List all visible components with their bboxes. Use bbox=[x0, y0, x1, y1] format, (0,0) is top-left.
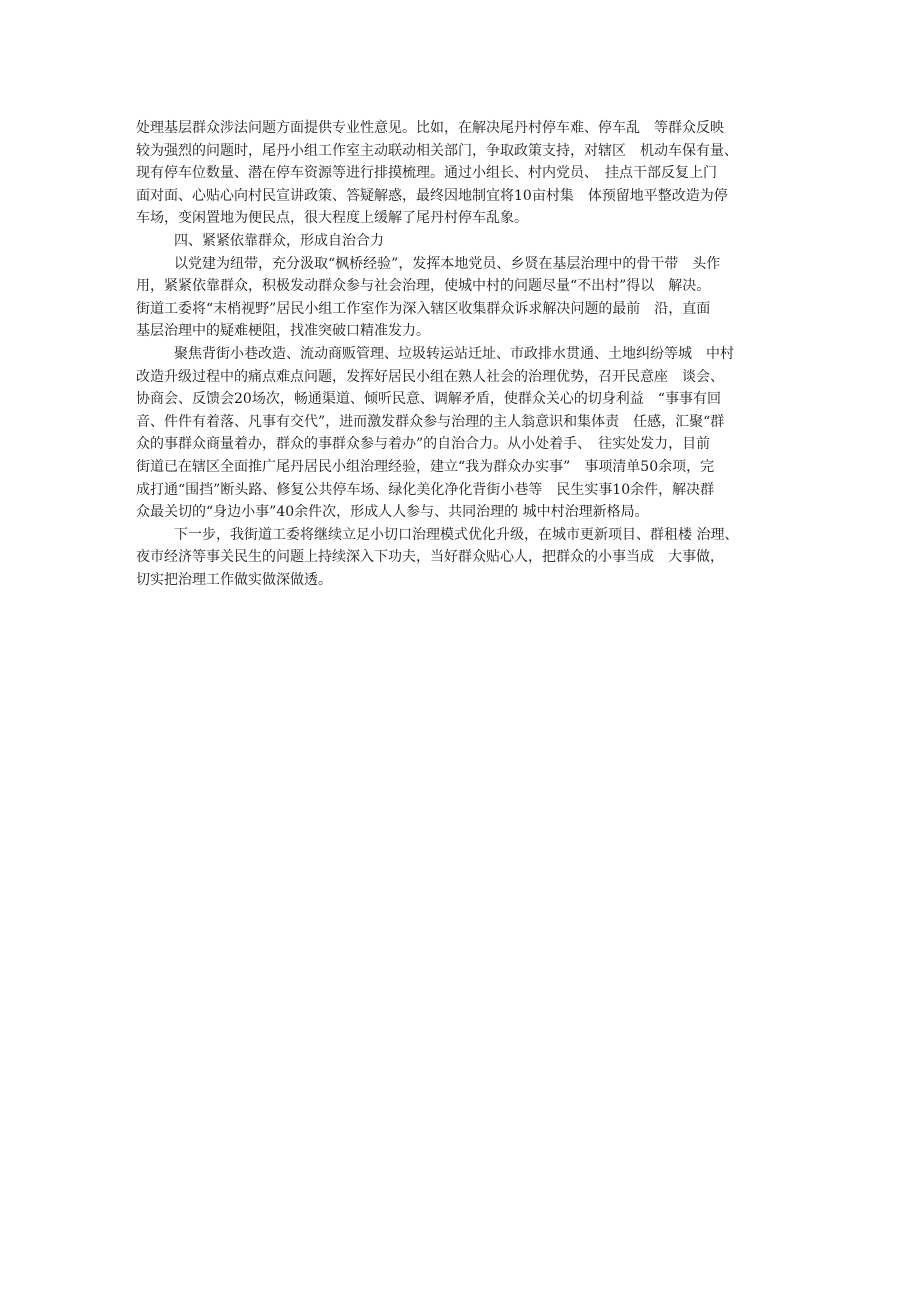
text-line: 改造升级过程中的痛点难点问题，发挥好居民小组在熟人社会的治理优势，召开民意座 谈会、 bbox=[136, 368, 724, 385]
paragraph-parking-issue bbox=[136, 117, 796, 230]
text-line: 众的事群众商量着办，群众的事群众参与着办”的自治合力。从小处着手、 往实处发力，目前 bbox=[136, 436, 711, 453]
text-line: 街道已在辖区全面推广尾丹居民小组治理经验，建立“我为群众办实事” 事项清单50余项，完 bbox=[136, 458, 715, 475]
text-line: 众最关切的“身边小事”40余件次，形成人人参与、共同治理的 城中村治理新格局。 bbox=[136, 504, 649, 521]
text-line: 聚焦背街小巷改造、流动商贩管理、垃圾转运站迁址、市政排水贯通、土地纠纷等城 中村 bbox=[174, 345, 734, 362]
text-line: 下一步，我街道工委将继续立足小切口治理模式优化升级，在城市更新项目、群租楼 治理、 bbox=[174, 526, 739, 543]
text-line: 现有停车位数量、潜在停车资源等进行排摸梳理。通过小组长、村内党员、 挂点干部反复上门 bbox=[136, 165, 717, 182]
text-line: 基层治理中的疑难梗阻，找准突破口精准发力。 bbox=[136, 323, 430, 340]
document-body bbox=[136, 117, 796, 591]
text-line: 用，紧紧依靠群众，积极发动群众参与社会治理，使城中村的问题尽量“不出村”得以 解决。 bbox=[136, 278, 711, 295]
text-line: 处理基层群众涉法问题方面提供专业性意见。比如，在解决尾丹村停车难、停车乱 等群众反映 bbox=[136, 120, 724, 136]
text-line: 协商会、反馈会20场次，畅通渠道、倾听民意、调解矛盾，使群众关心的切身利益 “事事有回 bbox=[136, 391, 721, 408]
text-line: 音、件件有着落、凡事有交代”，进而激发群众参与治理的主人翁意识和集体责 任感，汇聚“群 bbox=[136, 413, 725, 430]
text-line: 切实把治理工作做实做深做透。 bbox=[136, 571, 332, 588]
section-heading-4 bbox=[136, 230, 796, 253]
paragraph-next-steps bbox=[136, 524, 796, 592]
paragraph-village-renovation bbox=[136, 343, 796, 524]
text-line: 成打通“围挡”断头路、修复公共停车场、绿化美化净化背街小巷等 民生实事10余件，解决群 bbox=[136, 481, 715, 498]
text-line: 面对面、心贴心向村民宣讲政策、答疑解惑，最终因地制宜将10亩村集 体预留地平整改造为停 bbox=[136, 187, 728, 204]
text-line: 较为强烈的问题时，尾丹小组工作室主动联动相关部门，争取政策支持，对辖区 机动车保有量、 bbox=[136, 142, 738, 159]
text-line: 夜市经济等事关民生的问题上持续深入下功夫，当好群众贴心人，把群众的小事当成 大事做， bbox=[136, 549, 724, 566]
heading-line: 四、紧紧依靠群众，形成自治合力 bbox=[174, 232, 384, 249]
text-line: 车场，变闲置地为便民点，很大程度上缓解了尾丹村停车乱象。 bbox=[136, 210, 528, 227]
text-line: 街道工委将“末梢视野”居民小组工作室作为深入辖区收集群众诉求解决问题的最前 沿，直面 bbox=[136, 300, 711, 317]
paragraph-party-building bbox=[136, 253, 796, 343]
text-line: 以党建为纽带，充分汲取“枫桥经验”，发挥本地党员、乡贤在基层治理中的骨干带 头作 bbox=[174, 255, 721, 272]
